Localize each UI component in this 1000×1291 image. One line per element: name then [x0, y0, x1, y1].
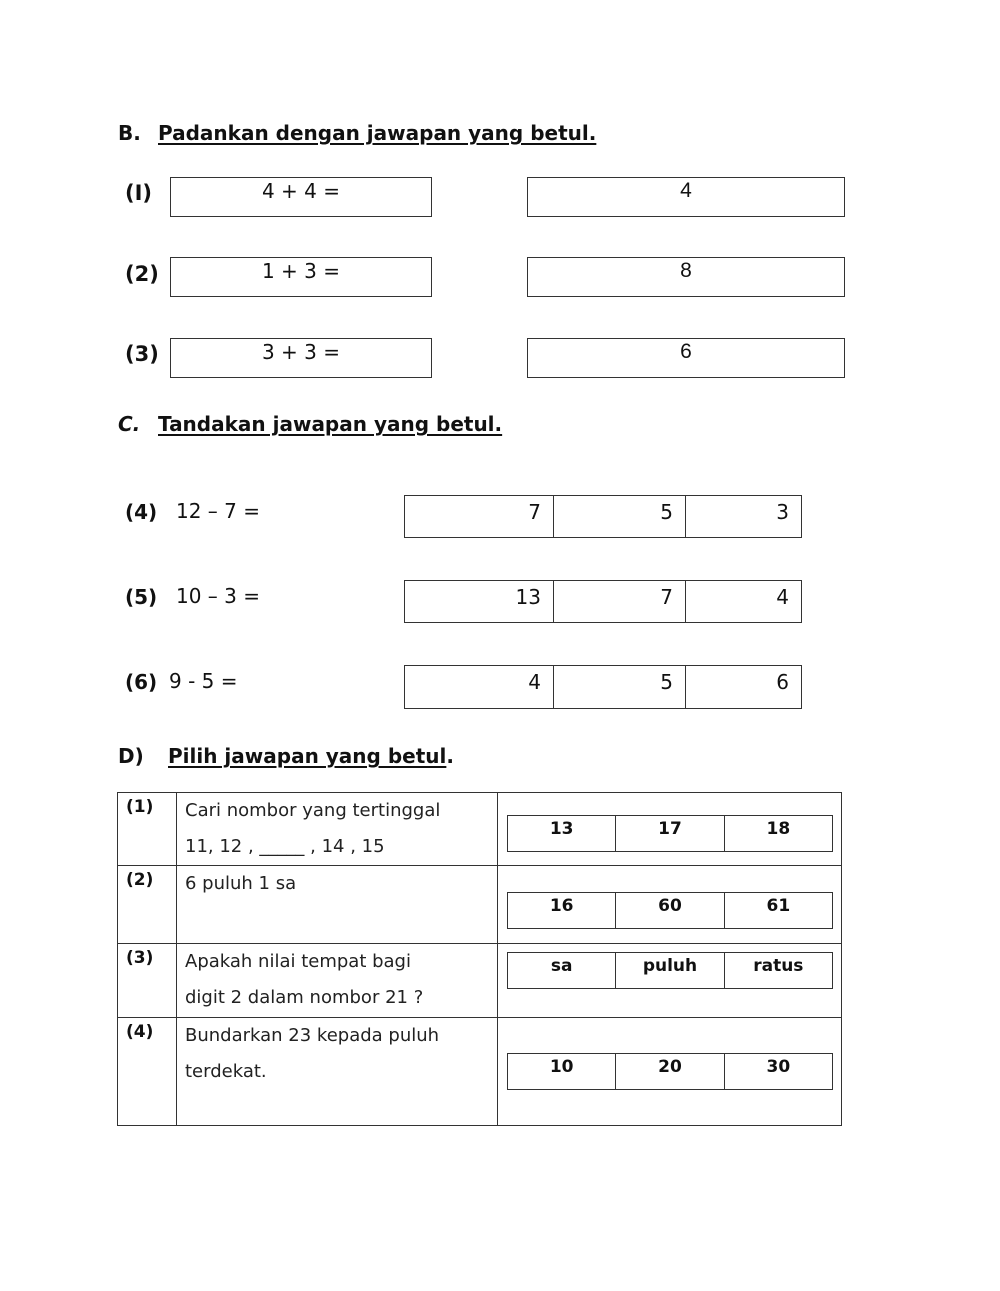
options-row	[507, 892, 833, 929]
question-text	[177, 866, 498, 944]
options-cell	[498, 866, 842, 944]
question-number: (3)	[118, 944, 177, 1018]
options-cell	[498, 1018, 842, 1126]
question-number: (2)	[118, 866, 177, 944]
section-d-title-period: .	[446, 744, 454, 768]
question-expression: 12 – 7 =	[176, 499, 261, 523]
answer-option[interactable]: 4	[685, 581, 801, 622]
question-number: (4)	[118, 1018, 177, 1126]
question-line: 6 puluh 1 sa	[185, 873, 297, 894]
match-right-answer: 4	[680, 179, 692, 202]
answer-option[interactable]: ratus	[724, 953, 832, 988]
question-number: (3)	[125, 342, 159, 366]
question-line: Cari nombor yang tertinggal	[185, 800, 441, 821]
answer-options-row	[404, 665, 802, 709]
question-text	[177, 1018, 498, 1126]
match-left-box[interactable]	[170, 338, 432, 378]
section-b-letter: B.	[118, 121, 141, 145]
options-row	[507, 952, 833, 989]
answer-option[interactable]: 10	[549, 1057, 574, 1077]
table-row	[118, 1018, 842, 1126]
answer-options-row	[404, 495, 802, 538]
answer-option[interactable]: 4	[528, 670, 541, 694]
options-row	[507, 1053, 833, 1090]
question-expression: 9 - 5 =	[169, 669, 238, 693]
answer-option[interactable]: 20	[615, 1054, 723, 1089]
question-number: (2)	[125, 262, 159, 286]
question-text	[177, 793, 498, 866]
answer-option[interactable]: sa	[550, 956, 573, 976]
question-line: Bundarkan 23 kepada puluh	[185, 1025, 440, 1046]
answer-option[interactable]: puluh	[615, 953, 723, 988]
match-left-expression: 3 + 3 =	[261, 340, 341, 364]
answer-option[interactable]: 13	[549, 819, 574, 839]
match-left-expression: 1 + 3 =	[261, 259, 341, 283]
match-right-answer: 6	[680, 340, 692, 363]
section-c-title: Tandakan jawapan yang betul.	[158, 412, 503, 436]
section-d-letter: D)	[118, 744, 144, 768]
answer-option[interactable]: 61	[724, 893, 832, 928]
table-row	[118, 793, 842, 866]
answer-option[interactable]: 17	[615, 816, 723, 851]
answer-option[interactable]: 18	[724, 816, 832, 851]
question-number: (6)	[125, 670, 158, 694]
question-line: digit 2 dalam nombor 21 ?	[185, 987, 424, 1008]
question-line: 11, 12 , _____ , 14 , 15	[185, 836, 385, 857]
answer-option[interactable]: 7	[528, 500, 541, 524]
match-left-expression: 4 + 4 =	[261, 179, 341, 203]
section-d-heading	[118, 744, 454, 768]
answer-option[interactable]: 60	[615, 893, 723, 928]
section-c-heading	[118, 412, 502, 436]
question-line: terdekat.	[185, 1061, 267, 1082]
answer-option[interactable]: 6	[685, 666, 801, 708]
options-cell	[498, 944, 842, 1018]
question-line: Apakah nilai tempat bagi	[185, 951, 411, 972]
section-c-letter: C.	[118, 412, 141, 436]
question-table	[117, 792, 842, 1126]
answer-options-row	[404, 580, 802, 623]
question-number: (5)	[125, 585, 158, 609]
section-b-heading	[118, 121, 596, 145]
answer-option[interactable]: 30	[724, 1054, 832, 1089]
answer-option[interactable]: 7	[553, 581, 685, 622]
match-right-box[interactable]	[527, 338, 845, 378]
question-number: (4)	[125, 500, 158, 524]
answer-option[interactable]: 3	[685, 496, 801, 537]
match-right-box[interactable]	[527, 177, 845, 217]
answer-option[interactable]: 5	[553, 496, 685, 537]
match-right-answer: 8	[680, 259, 692, 282]
table-row	[118, 866, 842, 944]
answer-option[interactable]: 5	[553, 666, 685, 708]
options-row	[507, 815, 833, 852]
question-number: (1)	[118, 793, 177, 866]
answer-option[interactable]: 13	[515, 585, 541, 609]
match-right-box[interactable]	[527, 257, 845, 297]
question-number: (I)	[125, 181, 153, 205]
options-cell	[498, 793, 842, 866]
match-left-box[interactable]	[170, 177, 432, 217]
section-b-title: Padankan dengan jawapan yang betul.	[158, 121, 597, 145]
section-d-title: Pilih jawapan yang betul	[168, 744, 447, 768]
table-row	[118, 944, 842, 1018]
question-expression: 10 – 3 =	[176, 584, 261, 608]
answer-option[interactable]: 16	[549, 896, 574, 916]
question-text	[177, 944, 498, 1018]
match-left-box[interactable]	[170, 257, 432, 297]
